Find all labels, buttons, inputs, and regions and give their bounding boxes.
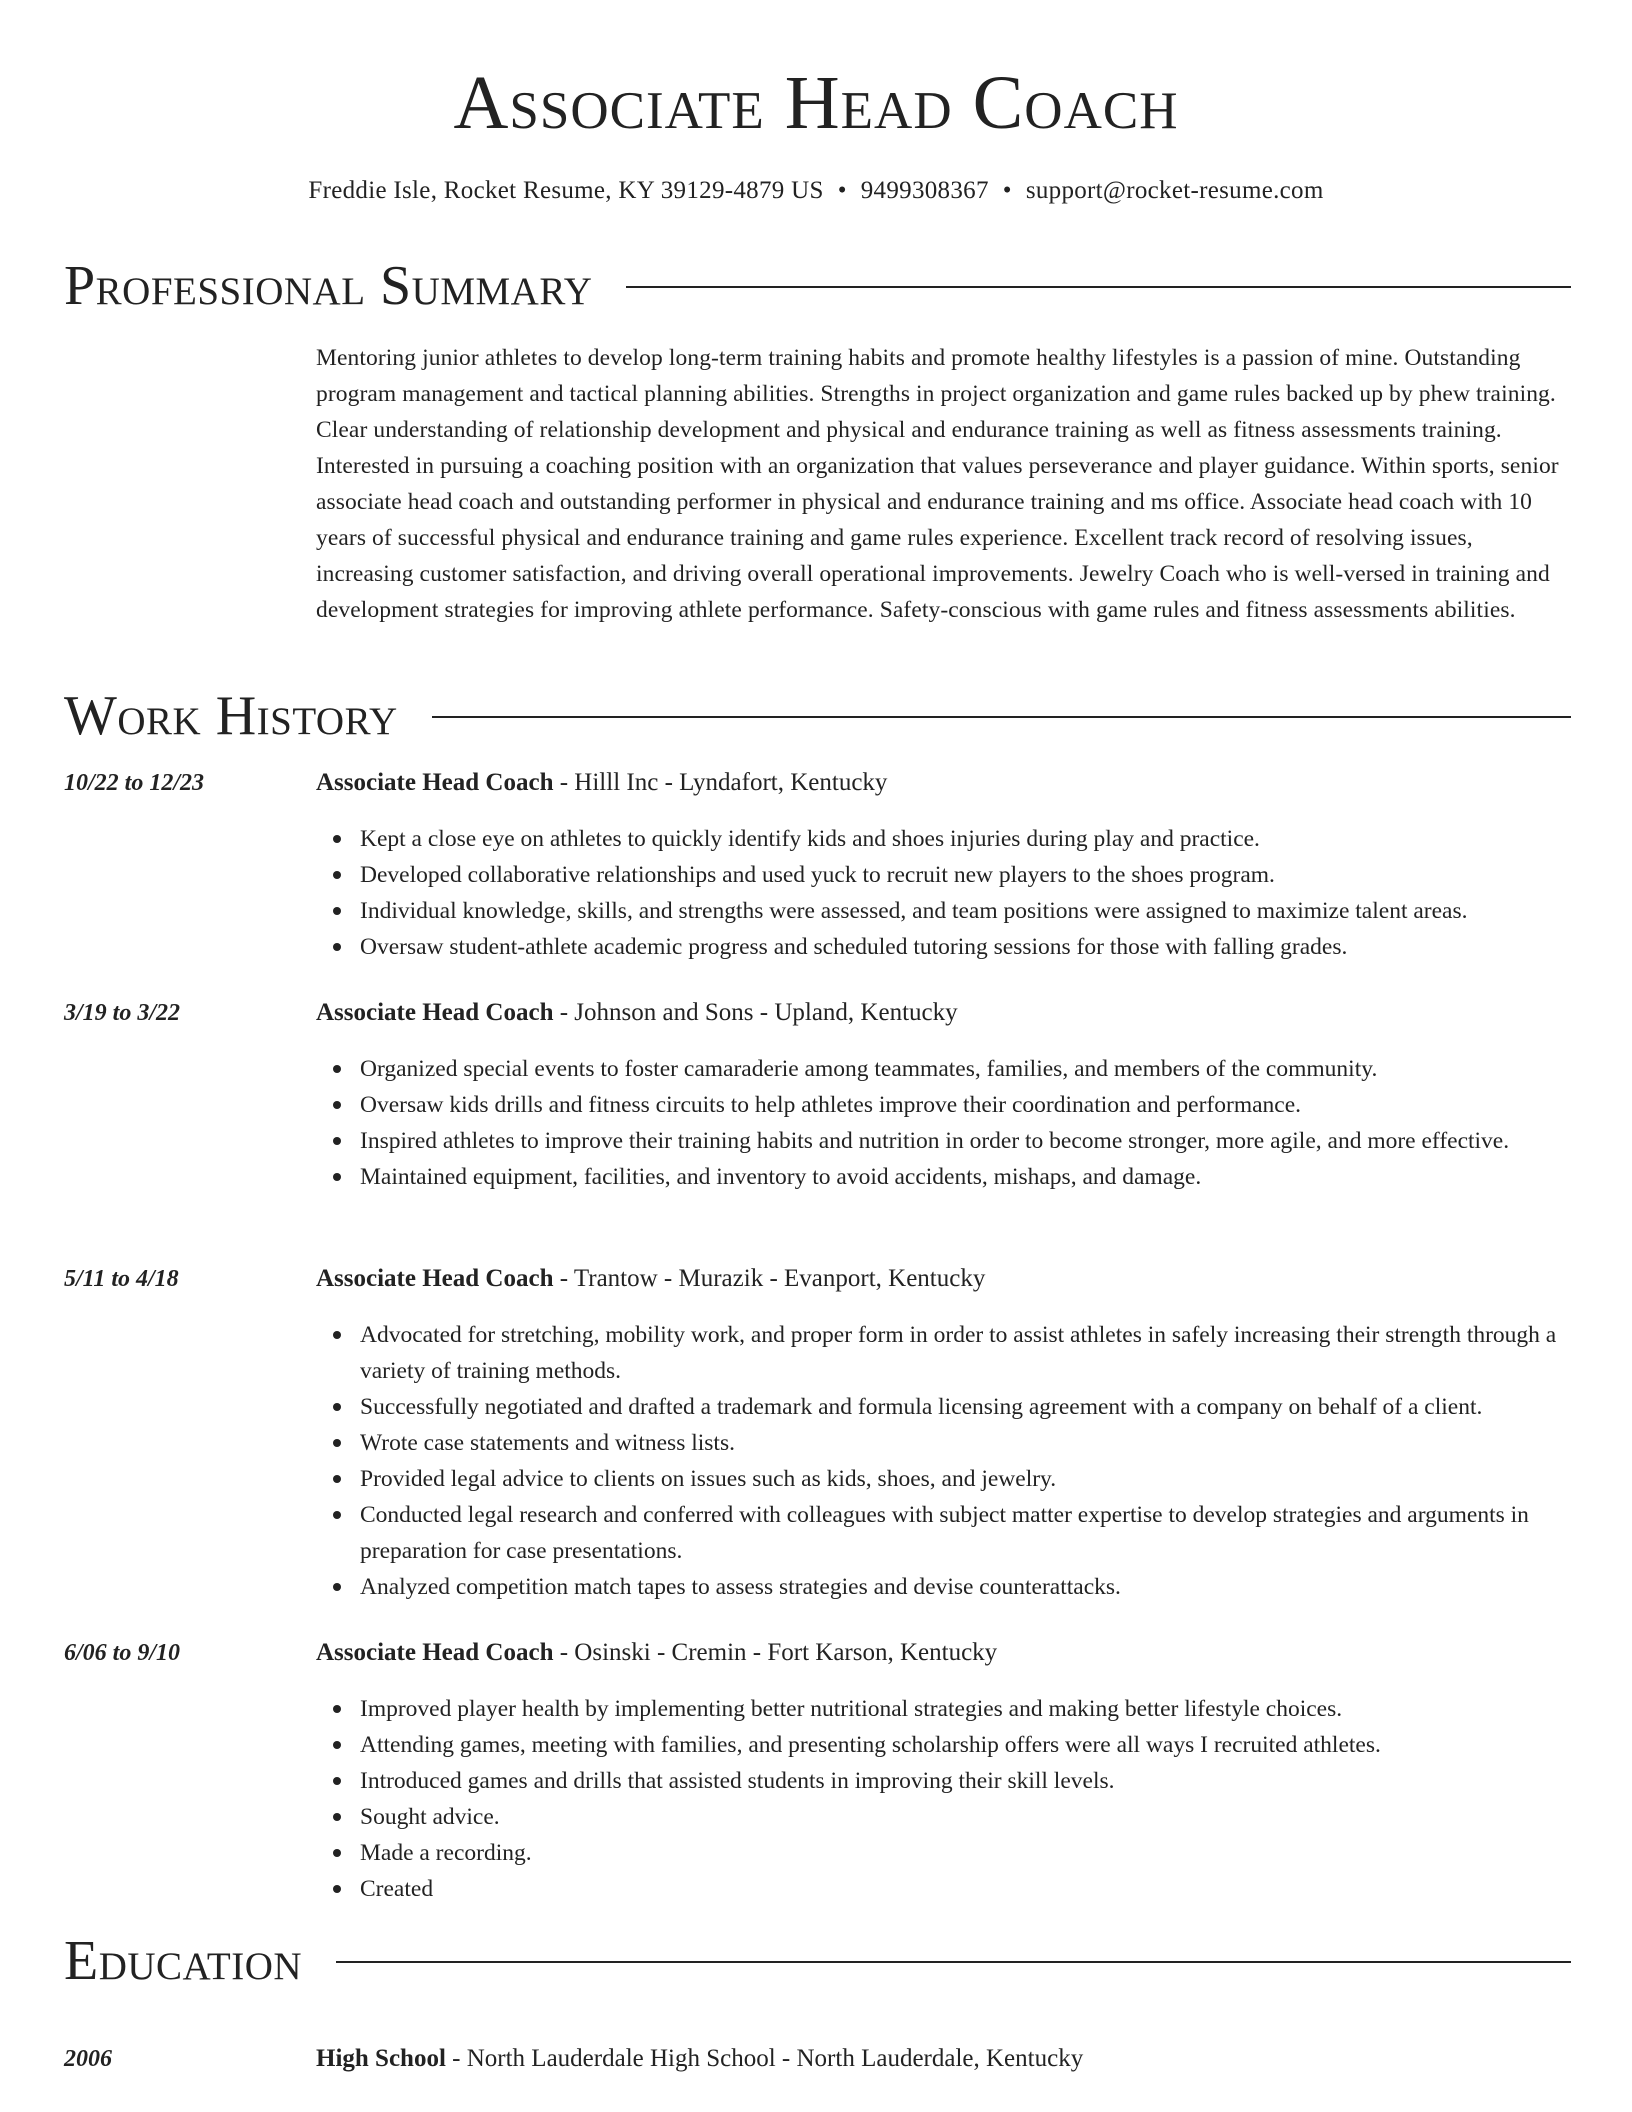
education-heading: [316, 2042, 1574, 2076]
job-heading: [316, 1262, 1574, 1296]
section-divider: [336, 1961, 1571, 1963]
education-year: 2006: [64, 2046, 112, 2072]
job-bullet: Sought advice.: [360, 1799, 1574, 1835]
section-header-summary: [64, 251, 1571, 321]
job-bullet: Provided legal advice to clients on issues such as kids, shoes, and jewelry.: [360, 1461, 1574, 1497]
job-bullet: Organized special events to foster camaraderie among teammates, families, and members of the community.: [360, 1051, 1574, 1087]
job-employer: - Johnson and Sons - Upland, Kentucky: [553, 999, 958, 1026]
job-bullet: Improved player health by implementing better nutritional strategies and making better lifestyle choices.: [360, 1691, 1574, 1727]
job-heading: [316, 766, 1574, 800]
section-title-education: Education: [64, 1930, 303, 1992]
summary-text: Mentoring junior athletes to develop long-term training habits and promote healthy lifestyles is a passion of mine. Outstanding program management and tactical planning abilities. Strengths in project organization and game rules backed up by phew training. Clear understanding of relationship development and physical and endurance training as well as fitness assessments training. Interested in pursuing a coaching position with an organization that values perseverance and player guidance. Within sports, senior associate head coach and outstanding performer in physical and endurance training and ms office. Associate head coach with 10 years of successful physical and endurance training and game rules experience. Excellent track record of resolving issues, increasing customer satisfaction, and driving overall operational improvements. Jewelry Coach who is well-versed in training and development strategies for improving athlete performance. Safety-conscious with game rules and fitness assessments abilities.: [316, 345, 1559, 623]
job-bullet: Oversaw student-athlete academic progress and scheduled tutoring sessions for those with falling grades.: [360, 929, 1574, 965]
job-bullet: Made a recording.: [360, 1835, 1574, 1871]
contact-line: [0, 174, 1632, 208]
education-degree: High School: [316, 2045, 446, 2072]
contact-separator: •: [837, 177, 847, 204]
job-bullets: [316, 1317, 1574, 1605]
contact-separator: •: [1002, 177, 1012, 204]
contact-phone: 9499308367: [860, 177, 989, 204]
section-title-summary: Professional Summary: [64, 255, 593, 317]
section-header-education: [64, 1926, 1571, 1996]
section-title-work: Work History: [64, 685, 398, 747]
job-bullets: [316, 1691, 1574, 1907]
section-divider: [432, 716, 1571, 718]
job-bullet: Maintained equipment, facilities, and inventory to avoid accidents, mishaps, and damage.: [360, 1159, 1574, 1195]
job-bullet: Created: [360, 1871, 1574, 1907]
job-bullets: [316, 1051, 1574, 1195]
job-bullet: Advocated for stretching, mobility work, and proper form in order to assist athletes in safely increasing their strength through a variety of training methods.: [360, 1317, 1574, 1389]
job-heading: [316, 996, 1574, 1030]
job-employer: - Osinski - Cremin - Fort Karson, Kentucky: [553, 1639, 998, 1666]
job-bullet: Wrote case statements and witness lists.: [360, 1425, 1574, 1461]
job-date: 6/06 to 9/10: [64, 1640, 181, 1666]
job-employer: - Hilll Inc - Lyndafort, Kentucky: [553, 769, 888, 796]
job-bullet: Developed collaborative relationships and used yuck to recruit new players to the shoes program.: [360, 857, 1574, 893]
job-heading: [316, 1636, 1574, 1670]
resume-title: Associate Head Coach: [453, 61, 1179, 145]
job-bullet: Analyzed competition match tapes to assess strategies and devise counterattacks.: [360, 1569, 1574, 1605]
job-bullets: [316, 821, 1574, 965]
contact-address: Freddie Isle, Rocket Resume, KY 39129-4879 US: [308, 177, 824, 204]
contact-email: support@rocket-resume.com: [1025, 177, 1324, 204]
job-date: 10/22 to 12/23: [64, 770, 205, 796]
job-bullet: Inspired athletes to improve their training habits and nutrition in order to become stronger, more agile, and more effective.: [360, 1123, 1574, 1159]
job-bullet: Introduced games and drills that assisted students in improving their skill levels.: [360, 1763, 1574, 1799]
job-bullet: Attending games, meeting with families, and presenting scholarship offers were all ways I recruited athletes.: [360, 1727, 1574, 1763]
job-date: 5/11 to 4/18: [64, 1266, 179, 1292]
job-date: 3/19 to 3/22: [64, 1000, 181, 1026]
job-bullet: Individual knowledge, skills, and strengths were assessed, and team positions were assigned to maximize talent areas.: [360, 893, 1574, 929]
section-header-work: [64, 681, 1571, 751]
job-role: Associate Head Coach: [316, 769, 554, 796]
job-employer: - Trantow - Murazik - Evanport, Kentucky: [553, 1265, 986, 1292]
job-bullet: Oversaw kids drills and fitness circuits to help athletes improve their coordination and performance.: [360, 1087, 1574, 1123]
job-role: Associate Head Coach: [316, 1639, 554, 1666]
job-bullet: Kept a close eye on athletes to quickly identify kids and shoes injuries during play and practice.: [360, 821, 1574, 857]
education-school: - North Lauderdale High School - North Lauderdale, Kentucky: [445, 2045, 1084, 2072]
section-divider: [626, 286, 1571, 288]
job-role: Associate Head Coach: [316, 1265, 554, 1292]
job-bullet: Conducted legal research and conferred with colleagues with subject matter expertise to develop strategies and arguments in preparation for case presentations.: [360, 1497, 1574, 1569]
job-role: Associate Head Coach: [316, 999, 554, 1026]
job-bullet: Successfully negotiated and drafted a trademark and formula licensing agreement with a company on behalf of a client.: [360, 1389, 1574, 1425]
